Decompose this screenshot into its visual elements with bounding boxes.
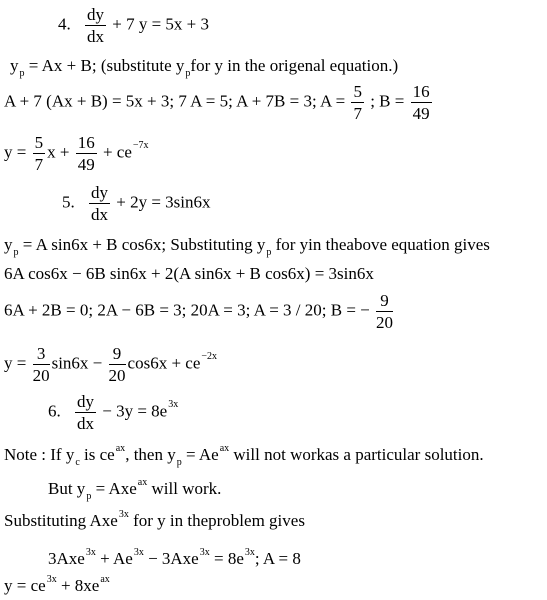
problem-5-expand: 6A cos6x − 6B sin6x + 2(A sin6x + B cos6x) = 3sin6x (4, 264, 374, 283)
b-fraction: $\frac{16}{49}$ (412, 82, 430, 123)
problem-4-solution: y = $\frac{5}{7}$ x + $\frac{16}{49}$ + $ce^{-7x}$ (4, 133, 149, 174)
problem-6-substituting: Substituting Axe$^{3x}$ for y in theproblem gives (4, 509, 305, 530)
sol4-frac1: $\frac{5}{7}$ (34, 133, 44, 174)
problem-4-yp-line: $y_p = Ax + B$; (substitute $y_pfor$ y in the origenal equation.) (10, 56, 399, 79)
problem-5-coefficients: 6A + 2B = 0; 2A − 6B = 3; 20A = 3; A = 3 / 20; B = − $\frac{9}{20}$ (4, 291, 393, 332)
problem-6-equation: 6. $\frac{dy}{dx}$ − $3y = 8e^{3x}$ (48, 392, 179, 433)
problem-6-note: Note : If $y_c$ is $ce^{ax}$, then $y_p = Ae^{ax}$ will not workas a particular solution. (4, 443, 484, 468)
problem-6-equation-result: $3Axe^{3x} + Ae^{3x} - 3Axe^{3x} = 8e^{3x}$; A = 8 (48, 547, 301, 568)
problem-5-solution: y = $\frac{3}{20}$ sin6x − $\frac{9}{20}$ $\cos 6x + ce^{-2x}$ (4, 344, 218, 385)
sol5-frac1: $\frac{3}{20}$ (32, 344, 50, 385)
dy-dx-fraction: $\frac{dy}{dx}$ (87, 5, 104, 46)
dy-dx-fraction: $\frac{dy}{dx}$ (77, 392, 94, 433)
problem-4-label: 4. (58, 14, 71, 34)
problem-4-equation: 4. $\frac{dy}{dx}$ + 7 y = 5x + 3 (58, 5, 210, 46)
problem-6-final: $y = ce^{3x} + 8xe^{ax}$ (4, 574, 110, 595)
problem-4-step: A + 7 (Ax + B) = 5x + 3; 7 A = 5; A + 7B = 3; A = $\frac{5}{7}$ ; B = $\frac{16}{49}$ (4, 82, 430, 123)
sol4-frac2: $\frac{16}{49}$ (77, 133, 95, 174)
problem-6-but: But $y_p = Axe^{ax}$ will work. (48, 477, 222, 502)
problem-5-equation: 5. $\frac{dy}{dx}$ + 2y = 3sin6x (62, 183, 211, 224)
dy-dx-fraction: $\frac{dy}{dx}$ (91, 183, 108, 224)
a-fraction: $\frac{5}{7}$ (353, 82, 362, 123)
sol5-frac2: $\frac{9}{20}$ (108, 344, 126, 385)
b5-fraction: $\frac{9}{20}$ (376, 291, 393, 332)
problem-5-yp-line: $y_p = A$ sin6x + B cos6x; Substituting $y_p$ for yin theabove equation gives (4, 235, 490, 258)
